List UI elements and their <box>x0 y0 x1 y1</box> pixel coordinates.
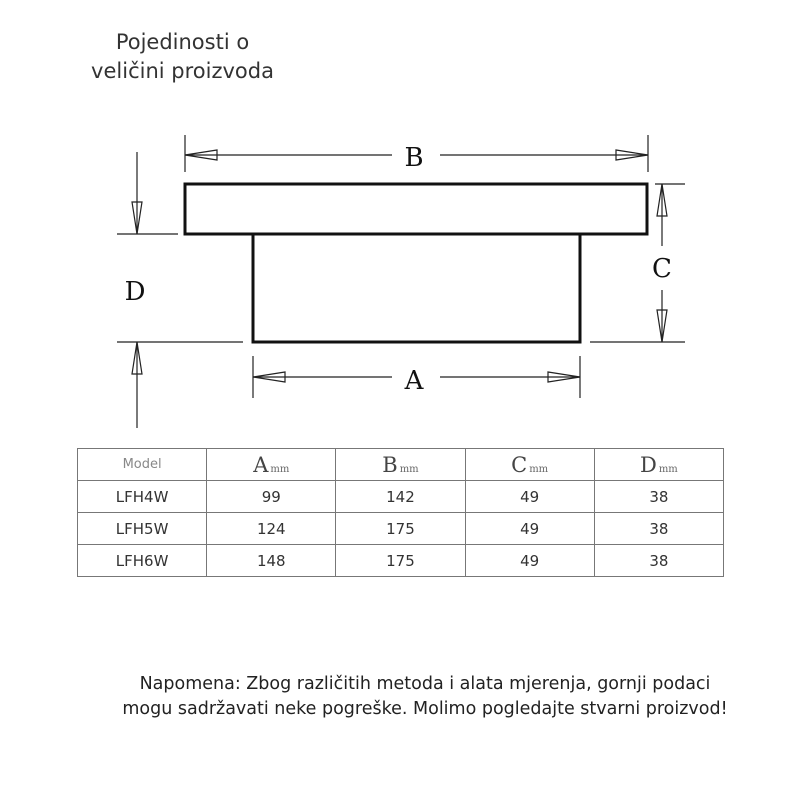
dimension-label-a: A <box>404 366 424 396</box>
header-model: Model <box>78 449 207 481</box>
header-d <box>594 449 723 481</box>
header-c-letter: C <box>511 452 528 477</box>
cell-d: 38 <box>594 481 723 513</box>
header-a <box>207 449 336 481</box>
cell-d: 38 <box>594 513 723 545</box>
note-line-1: Napomena: Zbog različitih metoda i alata mjerenja, gornji podaci <box>139 674 711 694</box>
table-header-row <box>78 449 724 481</box>
cell-a: 148 <box>207 545 336 577</box>
cell-b: 175 <box>336 545 465 577</box>
header-d-letter: D <box>639 452 657 477</box>
table-row <box>78 481 724 513</box>
header-b-unit: mm <box>399 463 419 475</box>
table-row <box>78 513 724 545</box>
cell-b: 175 <box>336 513 465 545</box>
cell-c: 49 <box>465 481 594 513</box>
handle-base-body <box>253 234 580 342</box>
cell-model: LFH4W <box>78 481 207 513</box>
cell-d: 38 <box>594 545 723 577</box>
title-line-2: veličini proizvoda <box>91 59 274 83</box>
measurement-note <box>60 672 790 722</box>
size-table <box>77 448 724 577</box>
cell-model: LFH6W <box>78 545 207 577</box>
dimension-label-b: B <box>404 143 424 173</box>
dimension-label-c: C <box>652 254 672 284</box>
header-a-unit: mm <box>270 463 290 475</box>
header-c <box>465 449 594 481</box>
table-row <box>78 545 724 577</box>
cell-model: LFH5W <box>78 513 207 545</box>
header-b <box>336 449 465 481</box>
header-b-letter: B <box>382 452 398 477</box>
cell-c: 49 <box>465 545 594 577</box>
cell-a: 124 <box>207 513 336 545</box>
header-c-unit: mm <box>529 463 549 475</box>
header-d-unit: mm <box>658 463 678 475</box>
title-line-1: Pojedinosti o <box>115 30 250 54</box>
cell-a: 99 <box>207 481 336 513</box>
note-line-2: mogu sadržavati neke pogreške. Molimo pogledajte stvarni proizvod! <box>122 699 728 719</box>
header-a-letter: A <box>253 452 269 477</box>
handle-top-bar <box>185 184 647 234</box>
cell-b: 142 <box>336 481 465 513</box>
cell-c: 49 <box>465 513 594 545</box>
dimension-label-d: D <box>124 277 146 307</box>
